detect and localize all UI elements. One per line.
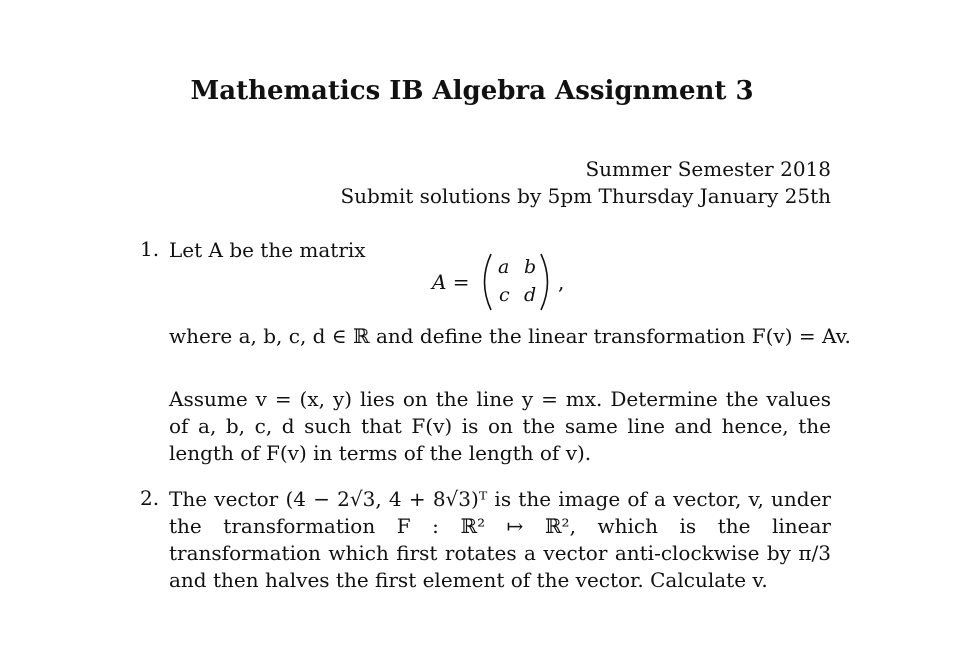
matrix-entry-b: b	[524, 256, 537, 278]
document-title: Mathematics IB Algebra Assignment 3	[190, 76, 754, 106]
matrix-equation	[420, 252, 620, 312]
question-1-definition: where a, b, c, d ∈ ℝ and define the linear transformation F(v) = Av.	[169, 324, 851, 348]
question-1-number: 1.	[140, 237, 160, 261]
matrix-entry-d: d	[524, 284, 537, 306]
left-paren-icon	[476, 252, 494, 312]
matrix-entry-a: a	[498, 256, 510, 278]
question-2-number: 2.	[140, 486, 160, 510]
semester-line: Summer Semester 2018	[585, 157, 831, 181]
question-1-intro: Let A be the matrix	[169, 238, 366, 262]
question-1-task: Assume v = (x, y) lies on the line y = mx. Determine the values of a, b, c, d such that F(v) is on the same line and hence, the length of F(v) in terms of the length of v).	[169, 387, 831, 465]
matrix-comma: ,	[558, 270, 565, 294]
deadline-line: Submit solutions by 5pm Thursday January 25th	[340, 184, 831, 208]
matrix-entry-c: c	[499, 284, 510, 306]
question-2-text: The vector (4 − 2√3, 4 + 8√3)ᵀ is the image of a vector, v, under the transformation F : ℝ² ↦ ℝ², which is the linear transformation which first rotates a vector anti-clockwise by π/3 and then halves the first element of the vector. Calculate v.	[169, 487, 831, 592]
matrix-lhs: A =	[432, 270, 470, 294]
right-paren-icon	[538, 252, 556, 312]
